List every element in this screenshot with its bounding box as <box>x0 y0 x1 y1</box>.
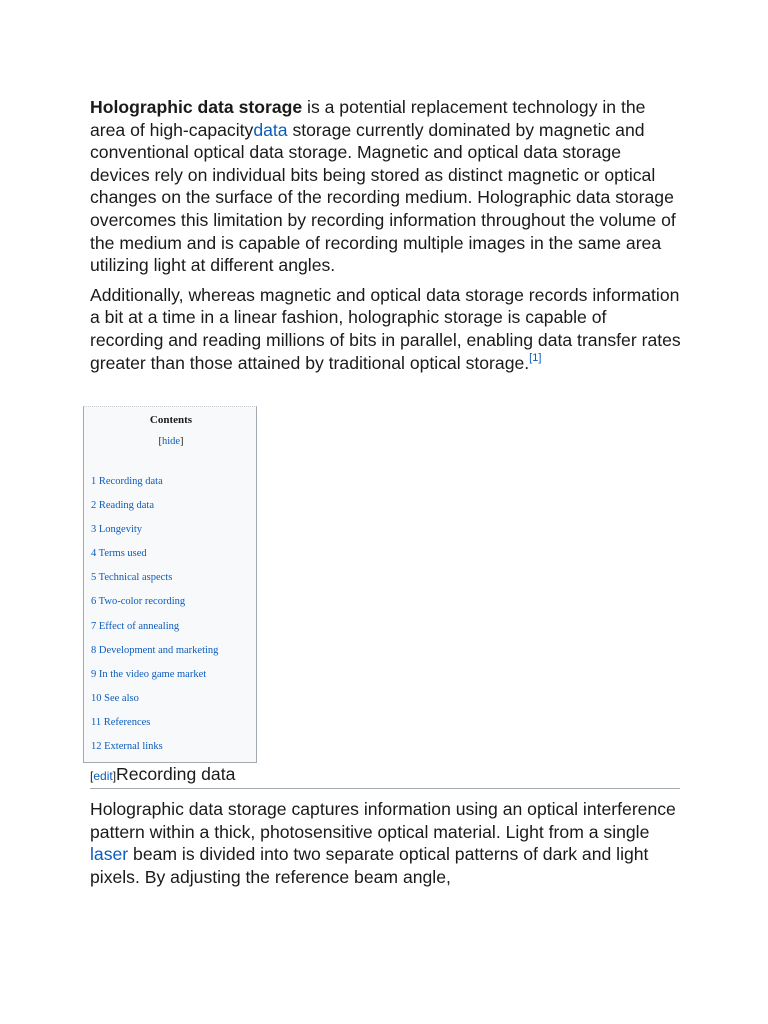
toc-hide-button[interactable]: hide <box>161 436 181 447</box>
toc-item-terms-used[interactable] <box>91 547 218 571</box>
toc-item-label: 5 Technical aspects <box>91 572 173 584</box>
edit-button[interactable]: edit <box>93 769 113 783</box>
toc-item-two-color-recording[interactable] <box>91 595 218 619</box>
toc-hide-close: ] <box>180 436 184 447</box>
laser-link[interactable]: laser <box>90 844 129 865</box>
section-heading-recording-data <box>90 764 680 789</box>
toc-item-label: 3 Longevity <box>91 524 143 536</box>
intro-text-a: is a potential replacement technology in the area of high-capacity <box>90 97 646 140</box>
toc-item-label: 2 Reading data <box>91 500 154 512</box>
toc-item-see-also[interactable] <box>91 692 218 716</box>
edit-section-link <box>90 769 116 783</box>
toc-item-label: 11 References <box>91 716 151 728</box>
section-heading-text: Recording data <box>116 764 236 784</box>
article-intro <box>90 96 682 374</box>
toc-item-reading-data[interactable] <box>91 499 218 523</box>
toc-item-development-and-marketing[interactable] <box>91 644 218 668</box>
intro-paragraph-1 <box>90 96 682 277</box>
toc-item-effect-of-annealing[interactable] <box>91 620 218 644</box>
toc-item-video-game-market[interactable] <box>91 668 218 692</box>
toc-item-label: 12 External links <box>91 741 163 753</box>
intro-text-b: storage currently dominated by magnetic and conventional optical data storage. Magnetic and optical data storage devices rely on individual bits being stored as distinct magnetic or optical changes on the surface of the recording medium. Holographic data storage overcomes this limitation by recording information throughout the volume of the medium and is capable of recording multiple images in the same area utilizing light at different angles. <box>90 119 676 276</box>
article-title-bold: Holographic data storage <box>90 97 303 117</box>
toc-item-references[interactable] <box>91 716 218 740</box>
toc-hide-toggle <box>84 436 258 447</box>
toc-item-external-links[interactable] <box>91 740 218 764</box>
toc-title: Contents <box>149 414 193 426</box>
toc-item-label: 7 Effect of annealing <box>91 620 180 632</box>
toc-item-label: 6 Two-color recording <box>91 596 186 608</box>
recording-text-a: Holographic data storage captures information using an optical interference pattern within a thick, photosensitive optical material. Light from a single <box>90 799 676 842</box>
toc-item-label: 9 In the video game market <box>91 668 207 680</box>
reference-link-1[interactable]: [1] <box>529 351 542 364</box>
toc-item-label: 10 See also <box>91 692 139 704</box>
edit-bracket-close: ] <box>112 769 117 783</box>
table-of-contents <box>83 406 257 763</box>
toc-item-label: 4 Terms used <box>91 548 147 560</box>
recording-data-section <box>90 798 682 888</box>
intro-paragraph-2 <box>90 284 682 374</box>
intro-text-p2: Additionally, whereas magnetic and optical data storage records information a bit at a time in a linear fashion, holographic storage is capable of recording and reading millions of bits in parallel, enabling data transfer rates greater than those attained by traditional optical storage. <box>90 284 681 373</box>
toc-item-label: 1 Recording data <box>91 476 163 487</box>
toc-list <box>91 475 218 764</box>
edit-bracket-open: [ <box>90 769 94 783</box>
toc-item-longevity[interactable] <box>91 523 218 547</box>
toc-hide-open: [ <box>158 436 162 447</box>
toc-item-technical-aspects[interactable] <box>91 571 218 595</box>
data-link[interactable]: data <box>253 119 288 140</box>
recording-paragraph <box>90 798 682 888</box>
recording-text-b: beam is divided into two separate optical patterns of dark and light pixels. By adjusting the reference beam angle, <box>90 844 649 887</box>
toc-item-label: 8 Development and marketing <box>91 644 219 656</box>
toc-item-recording-data[interactable] <box>91 475 218 499</box>
